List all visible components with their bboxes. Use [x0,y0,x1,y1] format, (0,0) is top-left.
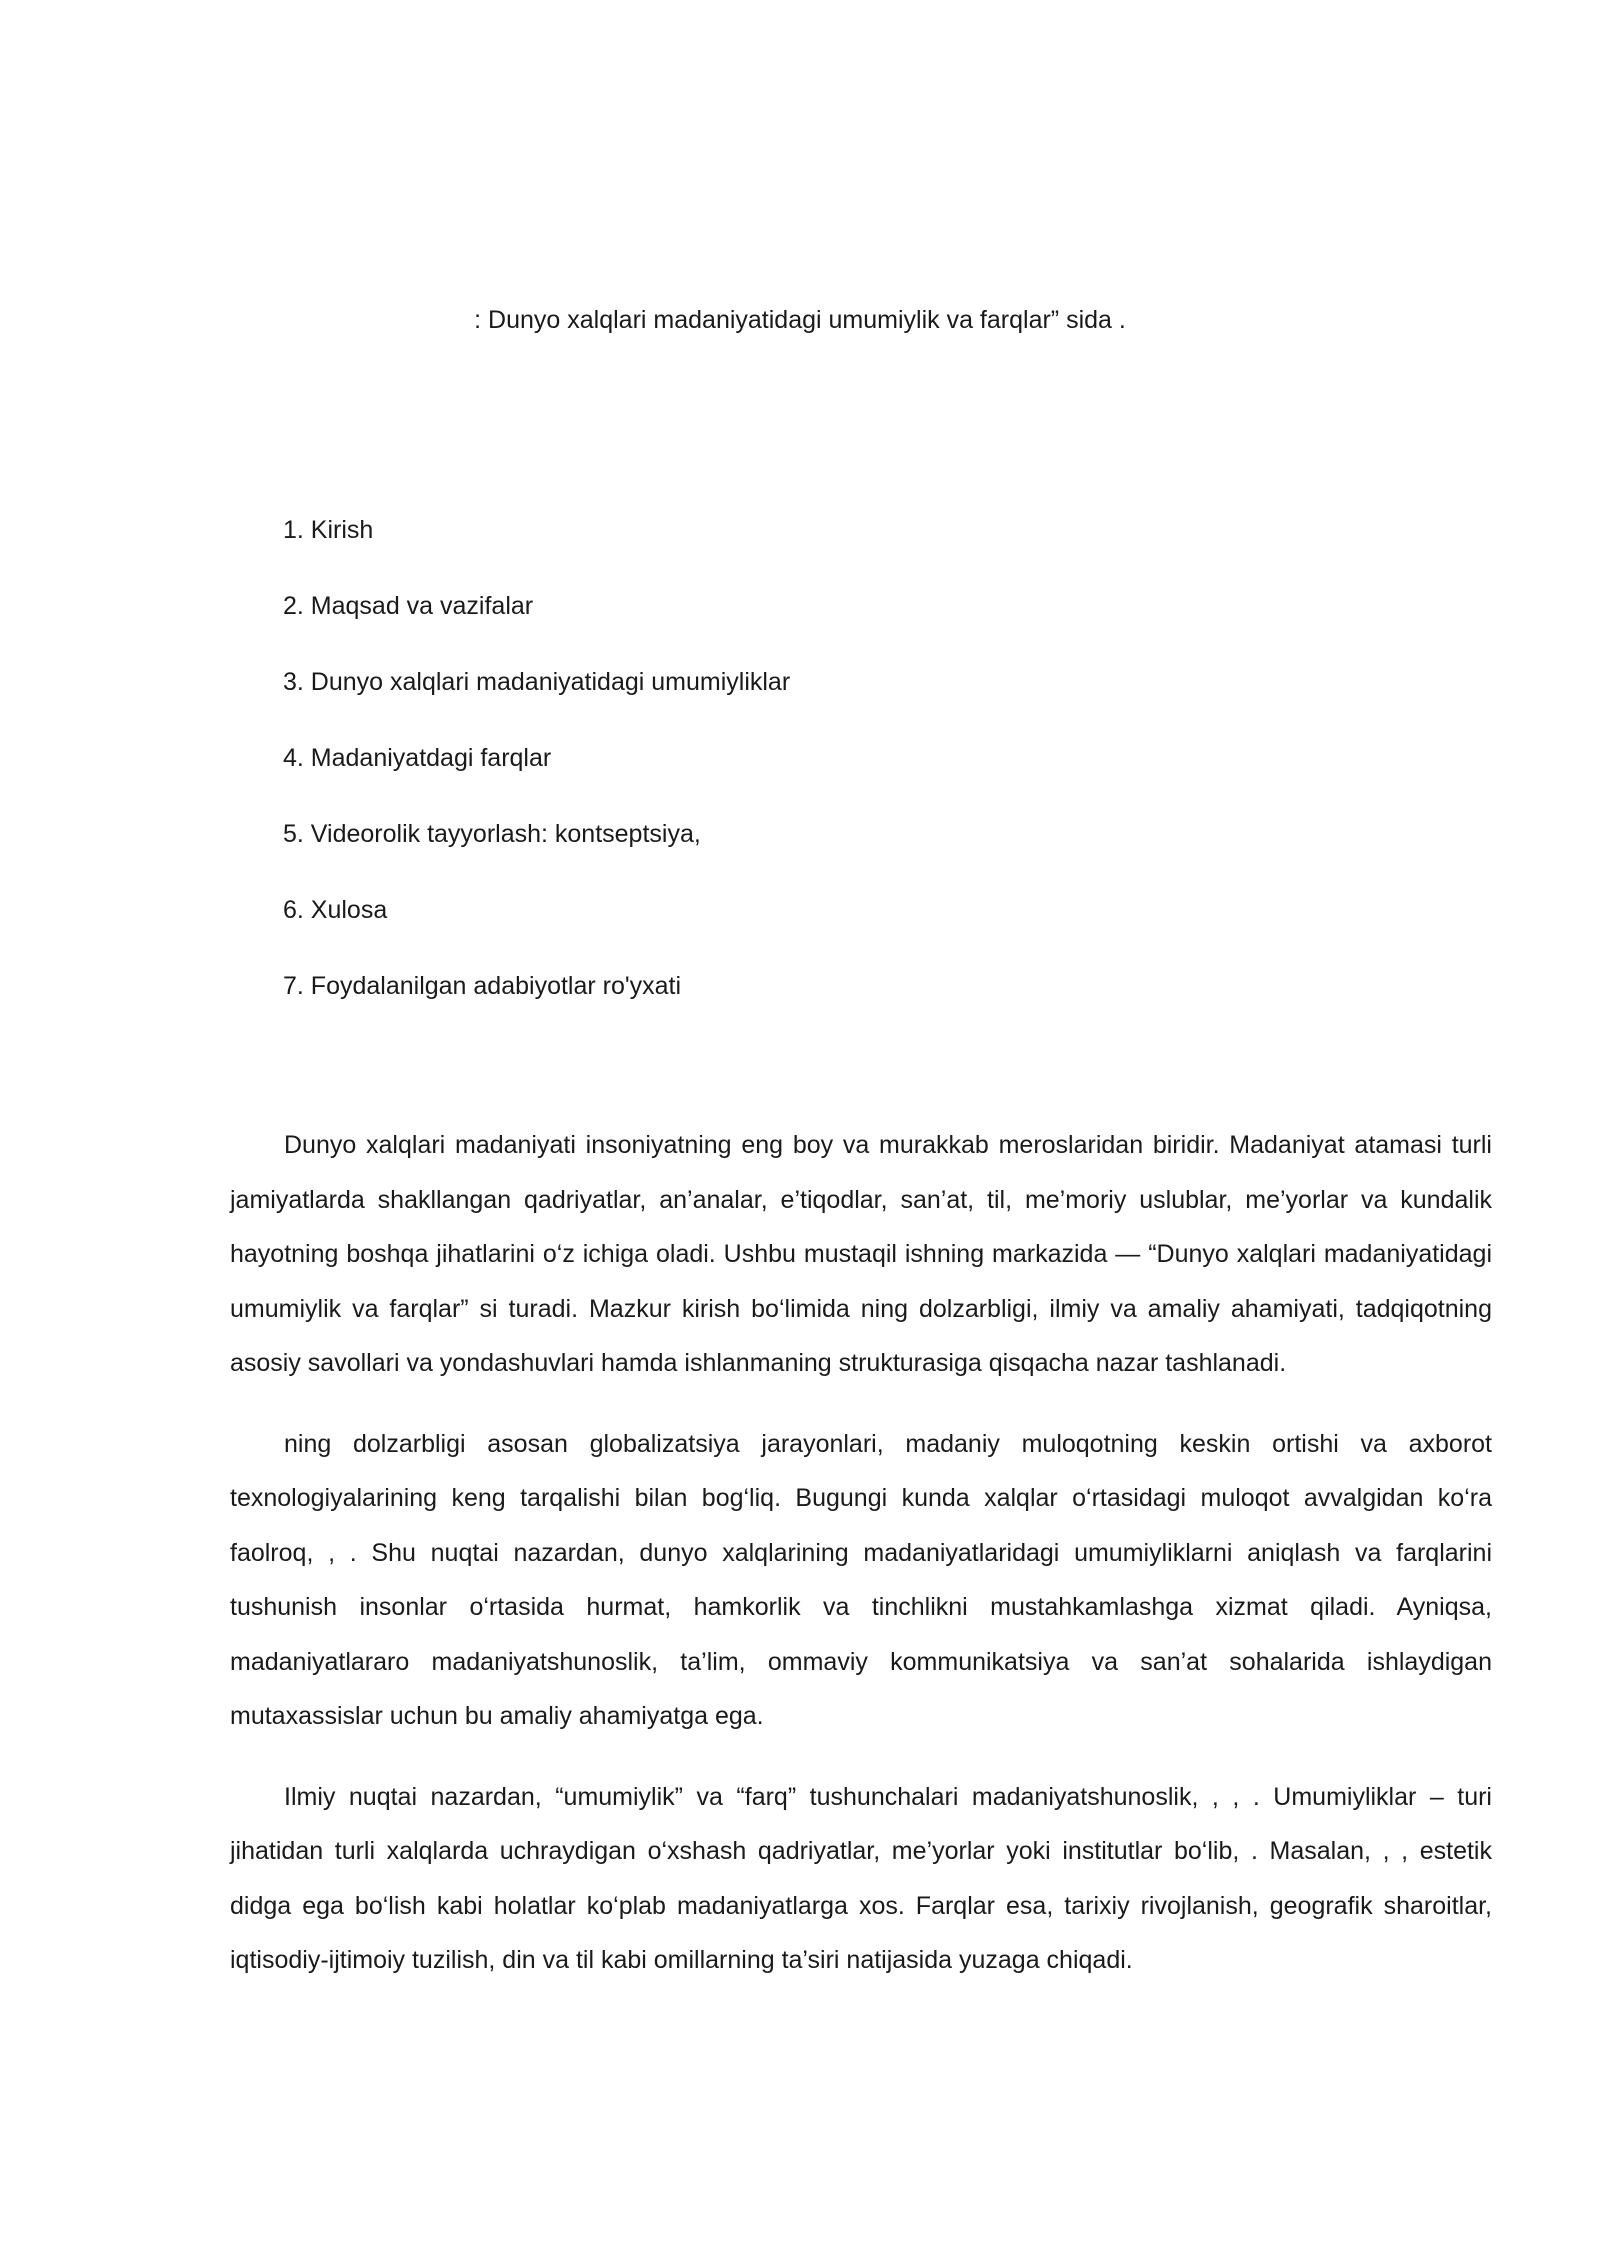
paragraph: ning dolzarbligi asosan globalizatsiya jarayonlari, madaniy muloqotning keskin ortishi va axborot texnologiyalarining keng tarqalishi bilan bog‘liq. Bugungi kunda xalqlar o‘rtasidagi muloqot avvalgidan ko‘ra faolroq, , . Shu nuqtai nazardan, dunyo xalqlarining madaniyatlaridagi umumiyliklarni aniqlash va farqlarini tushunish insonlar o‘rtasida hurmat, hamkorlik va tinchlikni mustahkamlashga xizmat qiladi. Ayniqsa, madaniyatlararo madaniyatshunoslik, ta’lim, ommaviy kommunikatsiya va san’at sohalarida ishlaydigan mutaxassislar uchun bu amaliy ahamiyatga ega. [230,1429,1492,1730]
document-title: : Dunyo xalqlari madaniyatidagi umumiylik va farqlar” sida . [474,306,1126,334]
toc-item: 4. Madaniyatdagi farqlar [283,744,552,772]
paragraph: Dunyo xalqlari madaniyati insoniyatning eng boy va murakkab meroslaridan biridir. Madaniyat atamasi turli jamiyatlarda shakllangan qadriyatlar, an’analar, e’tiqodlar, san’at, til, me’moriy uslublar, me’yorlar va kundalik hayotning boshqa jihatlarini o‘z ichiga oladi. Ushbu mustaqil ishning markazida — “Dunyo xalqlari madaniyatidagi umumiylik va farqlar” si turadi. Mazkur kirish bo‘limida ning dolzarbligi, ilmiy va amaliy ahamiyati, tadqiqotning asosiy savollari va yondashuvlari hamda ishlanmaning strukturasiga qisqacha nazar tashlanadi. [230,1131,1492,1377]
toc-item: 6. Xulosa [283,896,388,924]
toc-item: 3. Dunyo xalqlari madaniyatidagi umumiyliklar [283,668,791,696]
toc-item: 1. Kirish [283,516,374,544]
toc-item: 5. Videorolik tayyorlash: kontseptsiya, [283,820,701,848]
introduction-text [230,1118,1492,2014]
toc-item: 2. Maqsad va vazifalar [283,592,534,620]
table-of-contents [283,512,790,1044]
paragraph: Ilmiy nuqtai nazardan, “umumiylik” va “farq” tushunchalari madaniyatshunoslik, , , . Umumiyliklar – turi jihatidan turli xalqlarda uchraydigan o‘xshash qadriyatlar, me’yorlar yoki institutlar bo‘lib, . Masalan, , , estetik didga ega bo‘lish kabi holatlar ko‘plab madaniyatlarga xos. Farqlar esa, tarixiy rivojlanish, geografik sharoitlar, iqtisodiy-ijtimoiy tuzilish, din va til kabi omillarning ta’siri natijasida yuzaga chiqadi. [230,1782,1492,1974]
toc-item: 7. Foydalanilgan adabiyotlar ro'yxati [283,972,682,1000]
